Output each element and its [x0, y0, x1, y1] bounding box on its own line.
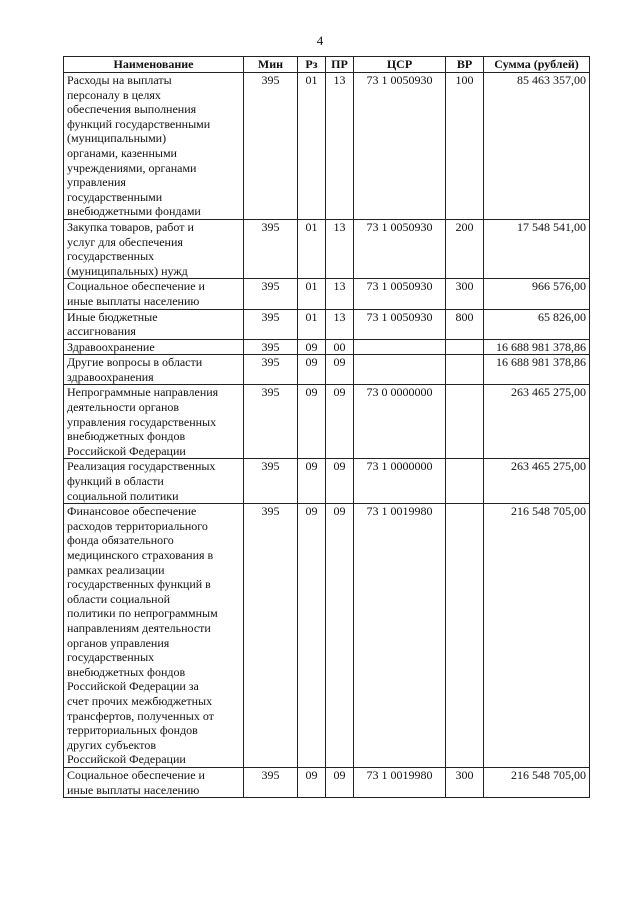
name-line: Социальное обеспечение и	[67, 767, 205, 782]
row-name	[64, 279, 244, 309]
table-row	[64, 309, 590, 339]
name-line: счет прочих межбюджетных	[67, 693, 213, 708]
header-sum: Сумма (рублей)	[484, 57, 590, 73]
name-line: ассигнования	[67, 324, 136, 339]
row-name	[64, 504, 244, 768]
name-line: здравоохранения	[67, 369, 154, 384]
name-line: Российской Федерации	[67, 752, 186, 767]
cell-vr	[446, 385, 484, 459]
name-line: Другие вопросы в области	[67, 355, 203, 370]
cell-min: 395	[244, 504, 298, 768]
cell-min: 395	[244, 459, 298, 504]
table-row	[64, 459, 590, 504]
cell-sum: 263 465 275,00	[484, 459, 590, 504]
cell-min: 395	[244, 73, 298, 220]
name-line: территориальных фондов	[67, 723, 198, 738]
name-line: внебюджетных фондов	[67, 664, 186, 679]
name-line: управления	[67, 175, 126, 190]
name-line: Российской Федерации	[67, 443, 186, 458]
cell-rz: 01	[298, 279, 326, 309]
name-line: обеспечения выполнения	[67, 102, 197, 117]
name-line: персоналу в целях	[67, 87, 161, 102]
cell-csr: 73 1 0019980	[354, 504, 446, 768]
cell-min: 395	[244, 279, 298, 309]
name-line: Социальное обеспечение и	[67, 279, 205, 294]
cell-csr: 73 1 0050930	[354, 219, 446, 278]
cell-pr: 09	[326, 385, 354, 459]
cell-vr: 100	[446, 73, 484, 220]
name-line: Российской Федерации за	[67, 679, 199, 694]
cell-csr	[354, 355, 446, 385]
name-line: функций государственными	[67, 116, 211, 131]
cell-rz: 01	[298, 219, 326, 278]
name-line: фонда обязательного	[67, 533, 174, 548]
cell-csr	[354, 339, 446, 355]
name-line: внебюджетными фондами	[67, 204, 201, 219]
cell-rz: 01	[298, 73, 326, 220]
name-line: области социальной	[67, 591, 171, 606]
cell-rz: 09	[298, 339, 326, 355]
name-line: государственных	[67, 650, 155, 665]
cell-rz: 09	[298, 385, 326, 459]
cell-csr: 73 1 0050930	[354, 309, 446, 339]
name-line: Иные бюджетные	[67, 309, 158, 324]
name-line: других субъектов	[67, 737, 157, 752]
cell-rz: 09	[298, 504, 326, 768]
name-line: направлениям деятельности	[67, 620, 211, 635]
table-header-row	[64, 57, 590, 73]
cell-vr: 800	[446, 309, 484, 339]
header-min: Мин	[244, 57, 298, 73]
cell-min: 395	[244, 767, 298, 797]
table-row	[64, 279, 590, 309]
cell-min: 395	[244, 219, 298, 278]
cell-sum: 966 576,00	[484, 279, 590, 309]
name-line: органами, казенными	[67, 145, 177, 160]
cell-rz: 09	[298, 767, 326, 797]
cell-rz: 01	[298, 309, 326, 339]
cell-pr: 09	[326, 504, 354, 768]
cell-min: 395	[244, 309, 298, 339]
cell-vr: 300	[446, 767, 484, 797]
table-row	[64, 767, 590, 797]
cell-pr: 09	[326, 767, 354, 797]
name-line: расходов территориального	[67, 518, 208, 533]
name-line: услуг для обеспечения	[67, 234, 183, 249]
cell-pr: 13	[326, 309, 354, 339]
cell-rz: 09	[298, 459, 326, 504]
table-row	[64, 339, 590, 355]
cell-vr	[446, 355, 484, 385]
cell-csr: 73 1 0050930	[354, 279, 446, 309]
row-name	[64, 459, 244, 504]
table-row	[64, 219, 590, 278]
row-name	[64, 767, 244, 797]
cell-vr: 300	[446, 279, 484, 309]
cell-min: 395	[244, 355, 298, 385]
table-row	[64, 73, 590, 220]
cell-rz: 09	[298, 355, 326, 385]
budget-table	[63, 56, 590, 798]
name-line: государственных функций в	[67, 577, 211, 592]
name-line: функций в области	[67, 474, 164, 489]
cell-sum: 216 548 705,00	[484, 767, 590, 797]
row-name	[64, 73, 244, 220]
row-name	[64, 339, 244, 355]
header-vr: ВР	[446, 57, 484, 73]
cell-pr: 09	[326, 459, 354, 504]
name-line: органов управления	[67, 635, 170, 650]
cell-pr: 00	[326, 339, 354, 355]
name-line: (муниципальных) нужд	[67, 263, 188, 278]
table-row	[64, 504, 590, 768]
cell-sum: 263 465 275,00	[484, 385, 590, 459]
cell-sum: 16 688 981 378,86	[484, 355, 590, 385]
cell-sum: 216 548 705,00	[484, 504, 590, 768]
cell-sum: 17 548 541,00	[484, 219, 590, 278]
cell-csr: 73 0 0000000	[354, 385, 446, 459]
table-row	[64, 355, 590, 385]
cell-csr: 73 1 0000000	[354, 459, 446, 504]
cell-sum: 85 463 357,00	[484, 73, 590, 220]
cell-sum: 16 688 981 378,86	[484, 339, 590, 355]
name-line: Непрограммные направления	[67, 385, 219, 400]
name-line: Реализация государственных	[67, 459, 216, 474]
header-pr: ПР	[326, 57, 354, 73]
cell-min: 395	[244, 385, 298, 459]
cell-vr	[446, 504, 484, 768]
cell-vr: 200	[446, 219, 484, 278]
cell-vr	[446, 339, 484, 355]
name-line: Расходы на выплаты	[67, 73, 172, 87]
cell-sum: 65 826,00	[484, 309, 590, 339]
row-name	[64, 309, 244, 339]
row-name	[64, 219, 244, 278]
header-rz: Рз	[298, 57, 326, 73]
name-line: государственных	[67, 249, 155, 264]
name-line: (муниципальными)	[67, 131, 167, 146]
cell-csr: 73 1 0050930	[354, 73, 446, 220]
name-line: иные выплаты населению	[67, 782, 200, 797]
name-line: рамках реализации	[67, 562, 165, 577]
cell-pr: 13	[326, 73, 354, 220]
name-line: политики по непрограммным	[67, 606, 218, 621]
row-name	[64, 355, 244, 385]
cell-vr	[446, 459, 484, 504]
name-line: деятельности органов	[67, 400, 180, 415]
cell-pr: 13	[326, 279, 354, 309]
table-row	[64, 385, 590, 459]
cell-min: 395	[244, 339, 298, 355]
name-line: Финансовое обеспечение	[67, 504, 197, 519]
header-name: Наименование	[64, 57, 244, 73]
row-name	[64, 385, 244, 459]
name-line: государственными	[67, 189, 163, 204]
name-line: Закупка товаров, работ и	[67, 219, 194, 234]
cell-pr: 09	[326, 355, 354, 385]
name-line: социальной политики	[67, 488, 179, 503]
name-line: трансфертов, полученных от	[67, 708, 214, 723]
name-line: учреждениями, органами	[67, 160, 197, 175]
name-line: Здравоохранение	[67, 339, 155, 354]
name-line: медицинского страхования в	[67, 548, 214, 562]
name-line: внебюджетных фондов	[67, 429, 186, 444]
name-line: иные выплаты населению	[67, 293, 200, 308]
cell-pr: 13	[326, 219, 354, 278]
header-csr: ЦСР	[354, 57, 446, 73]
name-line: управления государственных	[67, 414, 217, 429]
cell-csr: 73 1 0019980	[354, 767, 446, 797]
page-number: 4	[316, 33, 324, 48]
